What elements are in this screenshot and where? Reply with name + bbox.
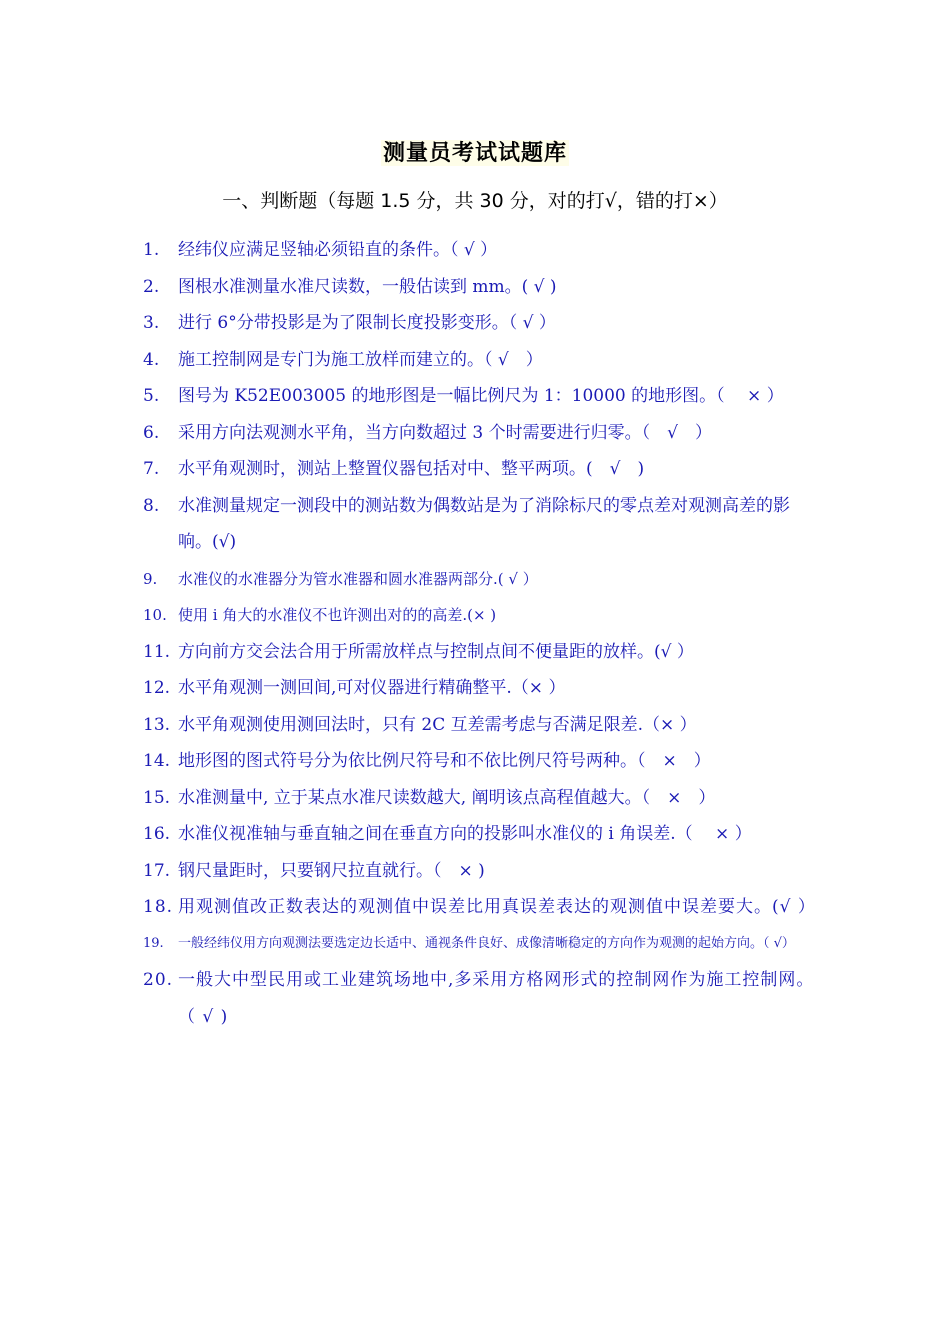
- question-number: 11.: [143, 641, 171, 662]
- question-text: 图根水准测量水准尺读数，一般估读到 mm。( √ ): [178, 276, 557, 297]
- question-number: 20.: [143, 970, 174, 990]
- question-text: 采用方向法观测水平角，当方向数超过 3 个时需要进行归零。（ √ ）: [178, 422, 712, 443]
- question-text: 水平角观测时，测站上整置仪器包括对中、整平两项。( √ ): [178, 459, 645, 479]
- question-item: [143, 780, 823, 817]
- question-item: [143, 597, 823, 634]
- question-number: 6.: [143, 422, 160, 443]
- question-number: 18.: [143, 897, 174, 917]
- question-text: 水准测量规定一测段中的测站数为偶数站是为了消除标尺的零点差对观测高差的影响。(√): [178, 495, 790, 552]
- question-number: 19.: [143, 935, 164, 951]
- document-title: [0, 136, 950, 167]
- question-number: 4.: [143, 349, 160, 370]
- question-item: [143, 415, 823, 452]
- question-number: 17.: [143, 860, 171, 881]
- question-text: 图号为 K52E003005 的地形图是一幅比例尺为 1：10000 的地形图。（ × ）: [178, 386, 784, 406]
- question-item: [143, 743, 823, 780]
- question-list: [143, 232, 823, 1035]
- question-number: 2.: [143, 276, 160, 297]
- question-number: 10.: [143, 606, 167, 624]
- question-item: [143, 561, 823, 598]
- question-item: [143, 232, 823, 269]
- question-item: [143, 378, 823, 415]
- question-item: [143, 634, 823, 671]
- question-text: 水平角观测一测回间,可对仪器进行精确整平.（× ）: [178, 678, 566, 698]
- question-item: [143, 889, 823, 926]
- question-text: 施工控制网是专门为施工放样而建立的。（ √ ）: [178, 349, 543, 370]
- document-title-text: 测量员考试试题库: [382, 140, 567, 166]
- question-number: 3.: [143, 313, 160, 333]
- question-text: 水准测量中, 立于某点水准尺读数越大, 阐明该点高程值越大。（ × ）: [178, 787, 716, 808]
- question-item: [143, 707, 823, 744]
- question-number: 9.: [143, 569, 158, 588]
- question-text: 水准仪视准轴与垂直轴之间在垂直方向的投影叫水准仪的 i 角误差.（ × ）: [178, 824, 752, 844]
- question-item: [143, 451, 823, 488]
- question-item: [143, 670, 823, 707]
- question-item: [143, 269, 823, 306]
- question-item: [143, 962, 823, 1035]
- question-text: 进行 6°分带投影是为了限制长度投影变形。（ √ ）: [178, 313, 556, 333]
- question-text: 一般经纬仪用方向观测法要选定边长适中、通视条件良好、成像清晰稳定的方向作为观测的起始方向。（ √）: [178, 935, 795, 951]
- question-number: 7.: [143, 459, 160, 479]
- question-number: 12.: [143, 678, 171, 698]
- question-number: 5.: [143, 386, 160, 406]
- question-number: 16.: [143, 824, 171, 844]
- question-text: 使用 i 角大的水准仪不也许测出对的的高差.(× ): [178, 606, 497, 624]
- question-item: [143, 926, 823, 963]
- question-number: 1.: [143, 240, 160, 260]
- question-text: 地形图的图式符号分为依比例尺符号和不依比例尺符号两种。（ × ）: [178, 751, 711, 771]
- question-item: [143, 816, 823, 853]
- question-item: [143, 342, 823, 379]
- question-text: 水准仪的水准器分为管水准器和圆水准器两部分.( √ ）: [178, 569, 538, 588]
- question-number: 8.: [143, 495, 160, 516]
- question-text: 一般大中型民用或工业建筑场地中,多采用方格网形式的控制网作为施工控制网。（ √ ): [178, 970, 815, 1027]
- question-number: 15.: [143, 787, 171, 808]
- question-number: 13.: [143, 714, 171, 735]
- question-text: 用观测值改正数表达的观测值中误差比用真误差表达的观测值中误差要大。(√ ）: [178, 897, 816, 917]
- question-number: 14.: [143, 751, 171, 771]
- question-item: [143, 488, 823, 561]
- section-heading: 一、判断题（每题 1.5 分，共 30 分，对的打√，错的打×）: [222, 190, 728, 212]
- question-item: [143, 853, 823, 890]
- question-text: 方向前方交会法合用于所需放样点与控制点间不便量距的放样。(√ ）: [178, 641, 694, 662]
- question-item: [143, 305, 823, 342]
- question-text: 钢尺量距时，只要钢尺拉直就行。（ × ): [178, 860, 485, 881]
- question-text: 水平角观测使用测回法时，只有 2C 互差需考虑与否满足限差.（× ）: [178, 714, 697, 735]
- question-text: 经纬仪应满足竖轴必须铅直的条件。（ √ ）: [178, 240, 498, 260]
